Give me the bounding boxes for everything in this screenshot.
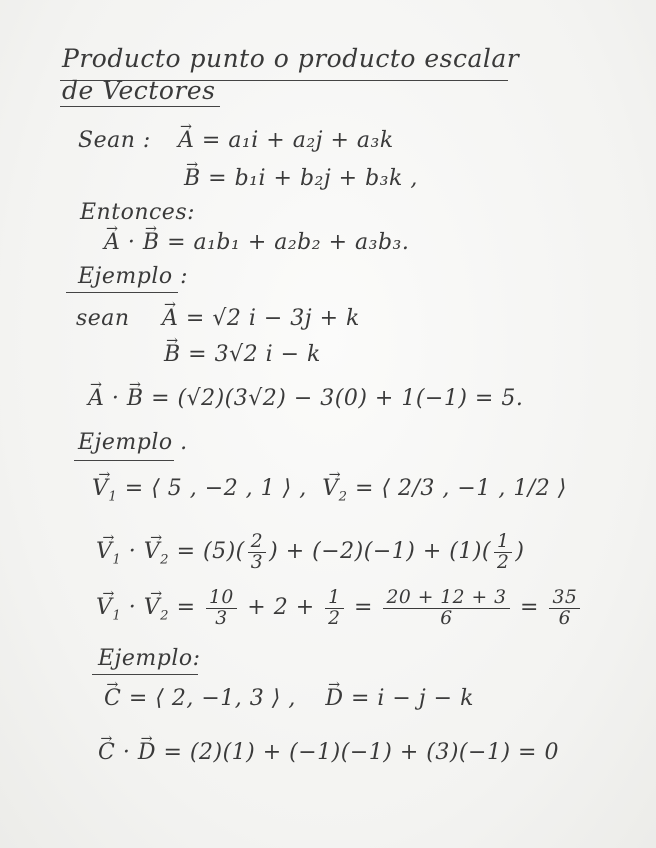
example-1-result-dot-operator: · [111, 386, 120, 411]
example-2-step-2-v2-letter: V [143, 595, 161, 621]
example-2-step-2-plus: + 2 + [247, 595, 315, 621]
title-line-2: de Vectores [62, 76, 216, 105]
example-1-vector-b-line [164, 342, 321, 367]
example-1-vector-b: → B [164, 342, 181, 367]
example-2-v1-subscript: 1 [108, 489, 118, 505]
example-2-step-2 [96, 588, 583, 628]
example-2-step-1-v2-letter: V [143, 539, 161, 565]
example-2-step-1-v1-letter: V [96, 539, 113, 565]
example-3-result-dot-operator: · [122, 740, 131, 765]
fraction-ten-thirds-denominator: 3 [215, 607, 228, 629]
example-1-vector-a: → A [162, 306, 178, 331]
example-3-vectors [104, 686, 474, 711]
example-2-step-1-part-3: ) [515, 539, 525, 565]
example-2-heading: Ejemplo . [78, 430, 188, 455]
example-2-step-2-v2-sub: 2 [160, 608, 170, 624]
fraction-two-thirds [248, 532, 266, 572]
example-3-result-vector-d: → D [138, 740, 156, 765]
example-1-result-vector-a: → A [88, 386, 104, 411]
dot-product-formula [104, 230, 409, 255]
example-2-step-2-equals-3: = [520, 595, 539, 621]
example-3-d-components: = i − j − k [350, 686, 474, 711]
example-2-vector-v2 [322, 476, 347, 504]
fraction-one-half-b-numerator: 1 [325, 588, 343, 609]
example-1-heading: Ejemplo : [78, 264, 189, 289]
fraction-ten-thirds-numerator: 10 [206, 588, 237, 609]
example-2-step-2-equals: = [176, 595, 196, 621]
fraction-result-denominator: 6 [558, 607, 572, 629]
example-3-result-rhs: = (2)(1) + (−1)(−1) + (3)(−1) = 0 [163, 740, 559, 765]
then-label: Entonces: [80, 200, 196, 225]
example-1-vector-b-components: = 3√2 i − k [188, 342, 321, 367]
example-2-step-2-v1 [96, 595, 121, 623]
example-1-vector-a-components: = √2 i − 3j + k [185, 306, 360, 331]
example-2-v2-subscript: 2 [338, 489, 348, 505]
example-2-step-2-dot: · [128, 595, 137, 621]
example-1-underline [66, 292, 178, 293]
example-2-step-1-v1 [96, 539, 121, 567]
title-underline-2 [60, 106, 220, 107]
example-2-v1-letter: V [92, 476, 109, 501]
fraction-sum-over-six [383, 588, 509, 628]
example-1-result-rhs: = (√2)(3√2) − 3(0) + 1(−1) = 5. [151, 386, 524, 411]
example-2-step-1 [96, 532, 525, 572]
example-3-vector-c: → C [104, 686, 121, 711]
example-2-v2-components: = ⟨ 2/3 , −1 , 1/2 ⟩ [355, 476, 567, 501]
fraction-one-half-b [325, 588, 343, 628]
fraction-two-thirds-denominator: 3 [250, 551, 264, 573]
fraction-result [549, 588, 580, 628]
example-2-step-2-equals-2: = [354, 595, 373, 621]
example-2-step-1-dot: · [128, 539, 137, 565]
formula-dot-operator: · [127, 230, 136, 255]
example-3-result [98, 740, 559, 765]
fraction-sum-over-six-numerator: 20 + 12 + 3 [383, 588, 509, 609]
vector-a: → A [178, 128, 194, 153]
fraction-one-half-b-denominator: 2 [328, 607, 341, 629]
fraction-ten-thirds [206, 588, 237, 628]
vector-b: → B [184, 166, 201, 191]
example-3-result-vector-c: → C [98, 740, 115, 765]
example-3-c-components: = ⟨ 2, −1, 3 ⟩ , [128, 686, 296, 711]
formula-vector-a: → A [104, 230, 120, 255]
definition-vector-b-comma: , [410, 166, 418, 191]
definition-vector-b-line [184, 166, 418, 191]
fraction-result-numerator: 35 [549, 588, 580, 609]
definition-vector-a-components: = a₁i + a₂j + a₃k [201, 128, 394, 153]
example-2-vector-v1 [92, 476, 117, 504]
definition-vector-b-components: = b₁i + b₂j + b₃k [208, 166, 403, 191]
definition-label: Sean : [78, 128, 151, 153]
title-line-1: Producto punto o producto escalar [62, 44, 520, 73]
example-2-vectors [92, 476, 567, 504]
example-1-label: sean [76, 306, 130, 331]
formula-rhs: = a₁b₁ + a₂b₂ + a₃b₃. [167, 230, 410, 255]
fraction-sum-over-six-denominator: 6 [440, 607, 453, 629]
formula-vector-b: → B [143, 230, 160, 255]
definition-vector-a-line [178, 128, 394, 153]
example-2-underline [74, 460, 174, 461]
example-3-underline [92, 674, 198, 675]
example-2-step-1-part-1: = (5)( [176, 539, 245, 565]
fraction-one-half-numerator: 1 [494, 532, 512, 553]
example-2-step-2-v1-sub: 1 [112, 608, 122, 624]
example-2-step-1-v2-sub: 2 [160, 552, 170, 568]
example-2-v2-letter: V [322, 476, 339, 501]
example-1-result [88, 386, 523, 411]
example-2-step-2-v2 [144, 595, 169, 623]
fraction-one-half-denominator: 2 [497, 551, 510, 573]
example-2-v1-components: = ⟨ 5 , −2 , 1 ⟩ , [124, 476, 307, 501]
example-2-step-2-v1-letter: V [96, 595, 113, 621]
example-1-vector-a-line [162, 306, 360, 331]
fraction-one-half [494, 532, 512, 572]
example-2-step-1-part-2: ) + (−2)(−1) + (1)( [269, 539, 492, 565]
fraction-two-thirds-numerator: 2 [248, 532, 266, 553]
example-2-step-1-v1-sub: 1 [112, 552, 122, 568]
example-3-vector-d: → D [325, 686, 343, 711]
example-3-heading: Ejemplo: [98, 646, 201, 671]
example-1-result-vector-b: → B [127, 386, 144, 411]
example-2-step-1-v2 [144, 539, 169, 567]
